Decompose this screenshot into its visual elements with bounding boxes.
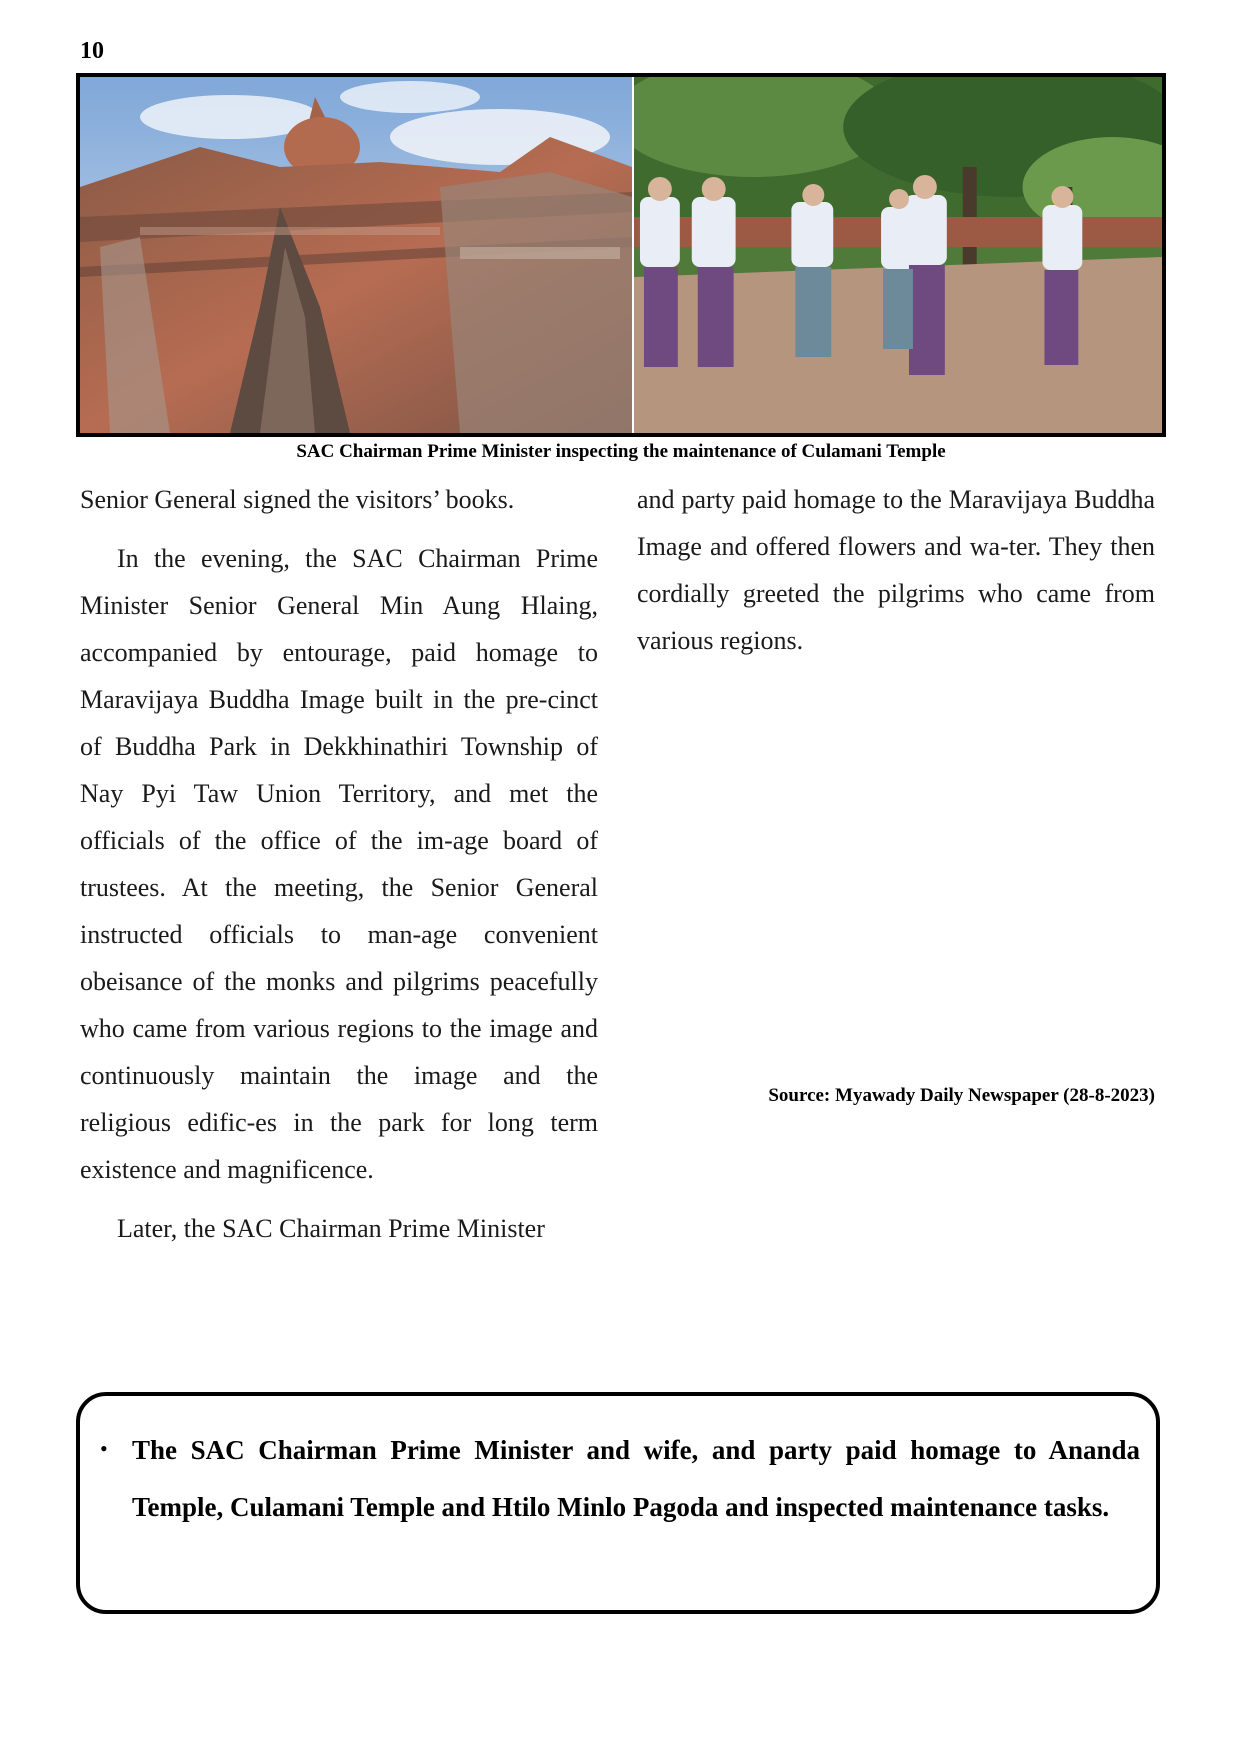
inspection-photo [634,77,1162,433]
inspection-image [634,77,1162,433]
photo-caption: SAC Chairman Prime Minister inspecting the maintenance of Culamani Temple [296,441,946,462]
bullet-icon: • [100,1436,108,1461]
article-paragraph: Later, the SAC Chairman Prime Minister [117,1214,545,1243]
summary-text: The SAC Chairman Prime Minister and wife, and party paid homage to Ananda Temple, Culamani Temple and Htilo Minlo Pagoda and inspected maintenance tasks. [132,1435,1140,1522]
temple-image [80,77,632,433]
article-left-column [80,476,598,1252]
page-number: 10 [80,38,104,64]
summary-box [76,1392,1160,1614]
temple-photo [80,77,634,433]
article-paragraph: and party paid homage to the Maravijaya Buddha Image and offered flowers and wa-ter. They then cordially greeted the pilgrims who came from various regions. [637,485,1155,655]
article-right-column [637,476,1155,664]
source-citation: Source: Myawady Daily Newspaper (28-8-2023) [768,1085,1155,1106]
photo-collage [76,73,1166,437]
article-paragraph: Senior General signed the visitors’ books. [80,485,515,514]
article-paragraph: In the evening, the SAC Chairman Prime Minister Senior General Min Aung Hlaing, accompanied by entourage, paid homage to Maravijaya Buddha Image built in the pre-cinct of Buddha Park in Dekkhinathiri Township of Nay Pyi Taw Union Territory, and met the officials of the office of the im-age board of trustees. At the meeting, the Senior General instructed officials to man-age convenient obeisance of the monks and pilgrims peacefully who came from various regions to the image and continuously maintain the image and the religious edific-es in the park for long term existence and magnificence. [80,544,598,1184]
